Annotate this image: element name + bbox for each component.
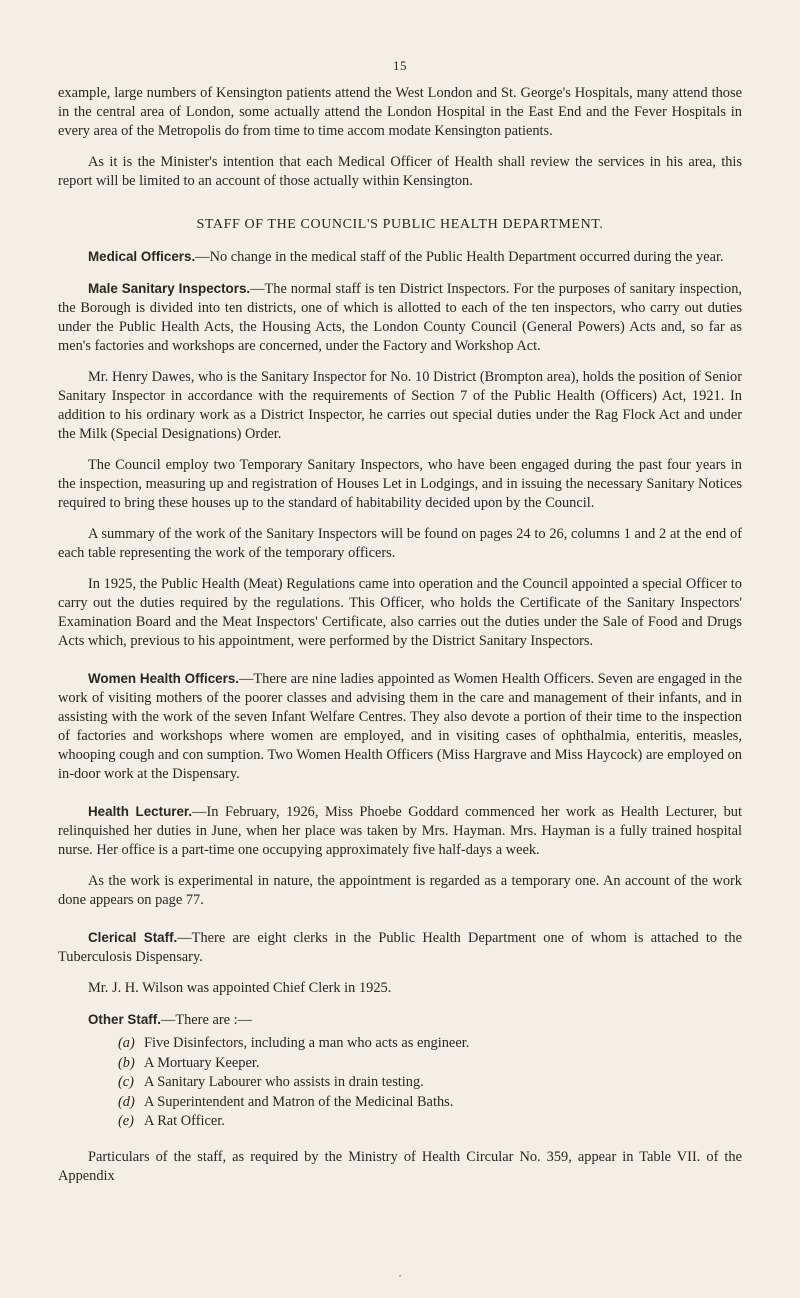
- list-item-letter: (b): [118, 1054, 135, 1071]
- closing-paragraph: Particulars of the staff, as required by the Ministry of Health Circular No. 359, appear in Table VII. of the Appendix: [58, 1148, 742, 1184]
- other-staff-list: [118, 1034, 742, 1132]
- temporary-inspectors-paragraph: The Council employ two Temporary Sanitary Inspectors, who have been engaged during the past four years in the inspection, measuring up and registration of Houses Let in Lodgings, and in issuing the necessary Sanitary Notices required to bring these houses up to the standard of habitability decided upon by the Council.: [58, 457, 742, 511]
- list-item: [118, 1093, 742, 1113]
- list-item-letter: (c): [118, 1074, 134, 1090]
- health-lecturer-heading: Health Lecturer.: [88, 804, 193, 819]
- senior-inspector-paragraph: Mr. Henry Dawes, who is the Sanitary Inspector for No. 10 District (Brompton area), holds the position of Senior Sanitary Inspector in accordance with the requirements of Section 7 of the Public Health (Officers) Act, 1921. In addition to his ordinary work as a District Inspector, he carries out special duties under the Rag Flock Act and under the Milk (Special Designations) Order.: [58, 369, 742, 442]
- health-lecturer-text: —In February, 1926, Miss Phoebe Goddard commenced her work as Health Lecturer, but relinquished her duties in June, when her place was taken by Mrs. Hayman. Mrs. Hayman is a fully trained hospital nurse. Her office is a part-time one occupying approximately five half-days a week.: [58, 804, 742, 858]
- list-item: [118, 1054, 742, 1074]
- list-item-letter: (d): [118, 1093, 135, 1110]
- male-inspectors-heading: Male Sanitary Inspectors.: [88, 281, 251, 296]
- intro-paragraph: example, large numbers of Kensington patients attend the West London and St. George's Hospitals, many attend those in the central area of London, some actually attend the London Hospital in the East End and the Fever Hospitals in every area of the Metropolis do from time to time accom modate Kensington patients.: [58, 85, 742, 139]
- medical-officers-paragraph: [58, 247, 742, 267]
- other-staff-heading: Other Staff.: [88, 1012, 161, 1027]
- list-item-text: A Mortuary Keeper.: [144, 1054, 260, 1071]
- women-officers-heading: Women Health Officers.: [88, 671, 239, 686]
- clerical-staff-paragraph: [58, 928, 742, 967]
- clerical-staff-heading: Clerical Staff.: [88, 930, 178, 945]
- section-title: STAFF OF THE COUNCIL'S PUBLIC HEALTH DEPARTMENT.: [196, 217, 604, 232]
- list-item-letter: (e): [118, 1113, 134, 1129]
- list-item-letter: (a): [118, 1035, 135, 1051]
- health-lecturer-paragraph: [58, 802, 742, 860]
- list-item: [118, 1073, 742, 1093]
- document-page: [58, 58, 742, 1198]
- chief-clerk-paragraph: Mr. J. H. Wilson was appointed Chief Clerk in 1925.: [88, 980, 392, 996]
- women-officers-text: —There are nine ladies appointed as Women Health Officers. Seven are engaged in the work of visiting mothers of the poorer classes and advising them in the care and management of their infants, and in assisting with the work of the seven Infant Welfare Centres. They also devote a portion of their time to the inspection of factories and workshops where women are employed, and in visiting cases of ophthalmia, enteritis, measles, whooping cough and con sumption. Two Women Health Officers (Miss Hargrave and Miss Haycock) are employed on in-door work at the Dispensary.: [58, 671, 742, 782]
- medical-officers-text: —No change in the medical staff of the Public Health Department occurred during the year.: [195, 249, 724, 265]
- scope-paragraph: As it is the Minister's intention that each Medical Officer of Health shall review the services in his area, this report will be limited to an account of those actually within Kensington.: [58, 154, 742, 189]
- list-item-text: Five Disinfectors, including a man who acts as engineer.: [144, 1035, 470, 1051]
- women-officers-paragraph: [58, 669, 742, 784]
- print-dot-mark: •: [399, 1274, 402, 1280]
- list-item-text: A Superintendent and Matron of the Medicinal Baths.: [144, 1093, 454, 1110]
- clerical-staff-text: —There are eight clerks in the Public Health Department one of whom is attached to the Tuberculosis Dispensary.: [58, 930, 742, 965]
- summary-paragraph: A summary of the work of the Sanitary Inspectors will be found on pages 24 to 26, columns 1 and 2 at the end of each table representing the work of the temporary officers.: [58, 526, 742, 561]
- other-staff-paragraph: [58, 1010, 742, 1030]
- list-item: [118, 1034, 742, 1054]
- male-inspectors-paragraph: [58, 279, 742, 356]
- experimental-paragraph: As the work is experimental in nature, the appointment is regarded as a temporary one. An account of the work done appears on page 77.: [58, 873, 742, 908]
- other-staff-text: —There are :—: [160, 1012, 253, 1028]
- medical-officers-heading: Medical Officers.: [88, 249, 196, 264]
- list-item-text: A Sanitary Labourer who assists in drain testing.: [144, 1074, 424, 1090]
- male-inspectors-text: —The normal staff is ten District Inspectors. For the purposes of sanitary inspection, the Borough is divided into ten districts, one of which is allotted to each of the ten inspectors, who carry out duties under the Public Health Acts, the Housing Acts, the London County Council (General Powers) Acts and, so far as men's factories and workshops are concerned, under the Factory and Workshop Act.: [58, 281, 742, 354]
- list-item-text: A Rat Officer.: [144, 1113, 225, 1129]
- meat-regulations-paragraph: In 1925, the Public Health (Meat) Regulations came into operation and the Council appointed a special Officer to carry out the duties required by the regulations. This Officer, who holds the Certificate of the Sanitary Inspectors' Examination Board and the Meat Inspectors' Certificate, also carries out the duties under the Sale of Food and Drugs Acts which, previous to his appointment, were performed by the District Sanitary Inspectors.: [58, 576, 742, 649]
- page-number: 15: [393, 58, 407, 73]
- list-item: [118, 1112, 742, 1132]
